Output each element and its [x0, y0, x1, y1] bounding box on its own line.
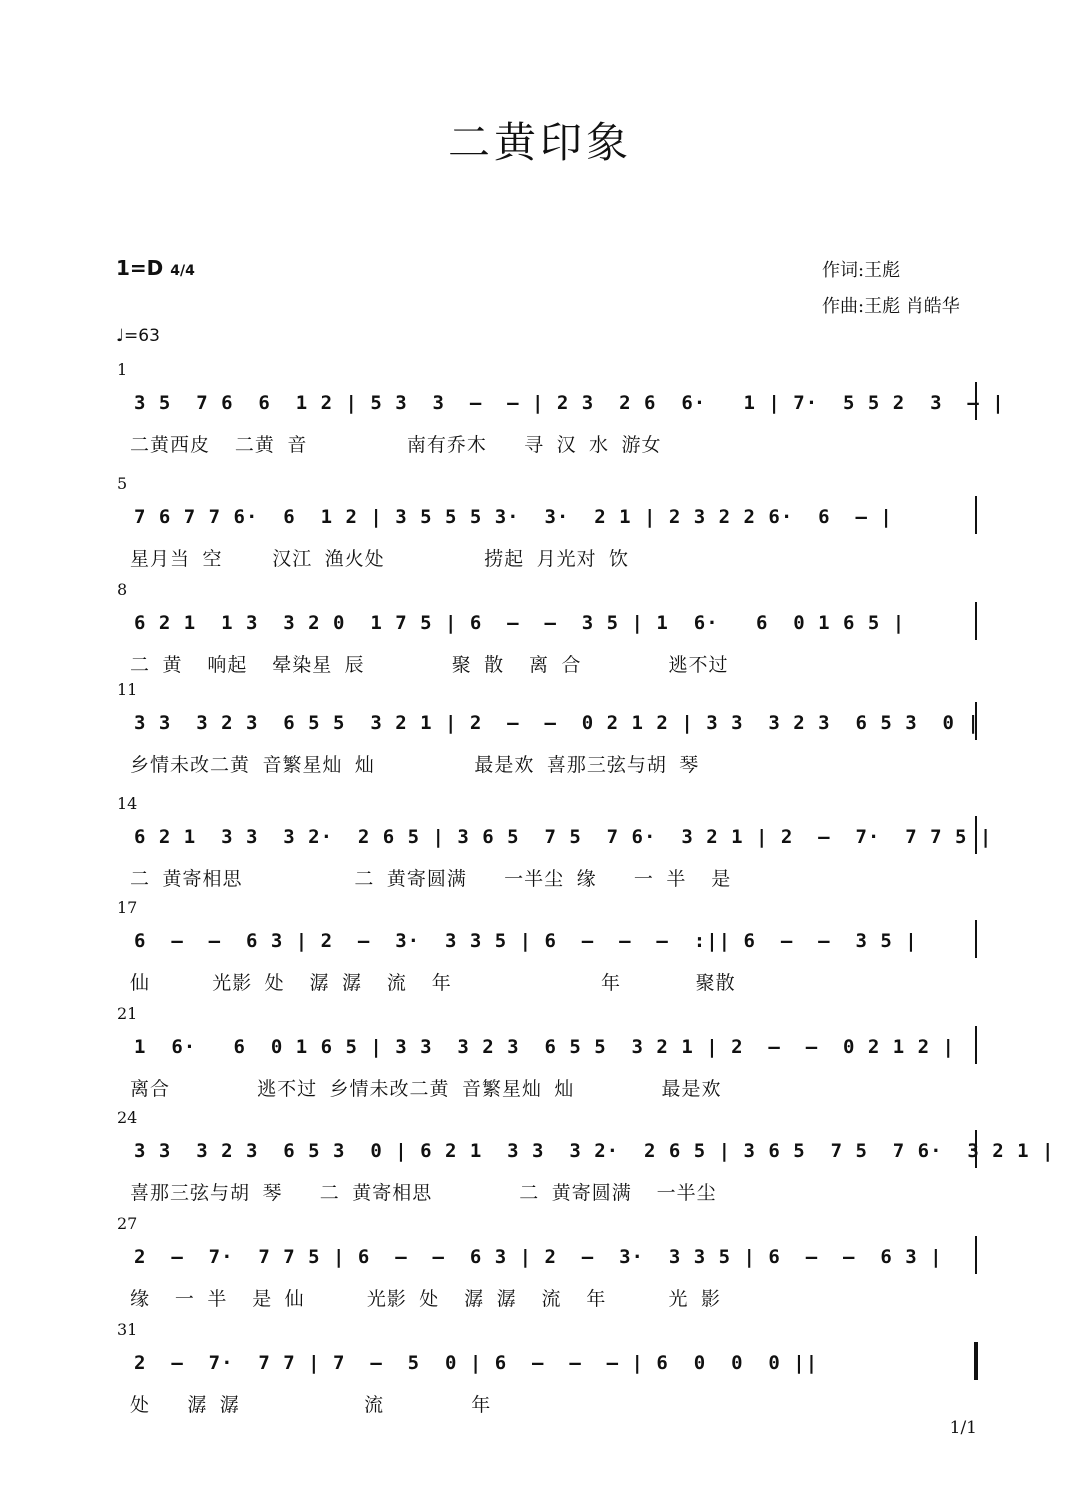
composer-credit: 作曲:王彪 肖皓华	[822, 296, 960, 317]
measure-number: 31	[117, 1320, 138, 1339]
key-signature	[116, 256, 195, 280]
lyrics-line: 二 黄 响起 晕染星 辰 聚 散 离 合 逃不过	[130, 654, 729, 676]
score-system	[0, 360, 1080, 470]
notation-line: 7 6 7 7 6· 6 1 2 | 3 5 5 5 3· 3· 2 1 | 2 3 2 2 6· 6 – |	[134, 506, 893, 528]
notation-line: 3 3 3 2 3 6 5 3 0 | 6 2 1 3 3 3 2· 2 6 5 | 3 6 5 7 5 7 6· 3 2 1 |	[134, 1140, 1055, 1162]
notation-line: 6 – – 6 3 | 2 – 3· 3 3 5 | 6 – – – :|| 6 – – 3 5 |	[134, 930, 918, 952]
measure-number: 24	[117, 1108, 138, 1127]
page-number: 1/1	[949, 1418, 977, 1438]
measure-number: 14	[117, 794, 138, 813]
lyrics-line: 仙 光影 处 潺 潺 流 年 年 聚散	[130, 972, 736, 994]
notation-line: 2 – 7· 7 7 | 7 – 5 0 | 6 – – – | 6 0 0 0 ||	[134, 1352, 819, 1374]
measure-number: 17	[117, 898, 138, 917]
lyrics-line: 离合 逃不过 乡情未改二黄 音繁星灿 灿 最是欢	[130, 1078, 722, 1100]
score-system	[0, 1108, 1080, 1218]
measure-number: 27	[117, 1214, 138, 1233]
measure-number: 8	[117, 580, 128, 599]
notation-line: 1 6· 6 0 1 6 5 | 3 3 3 2 3 6 5 5 3 2 1 | 2 – – 0 2 1 2 |	[134, 1036, 955, 1058]
tempo-marking: ♩=63	[116, 326, 160, 346]
score-system	[0, 794, 1080, 904]
lyrics-line: 二黄西皮 二黄 音 南有乔木 寻 汉 水 游女	[130, 434, 662, 456]
time-signature: 4/4	[170, 263, 195, 279]
measure-number: 11	[117, 680, 138, 699]
lyrics-line: 二 黄寄相思 二 黄寄圆满 一半尘 缘 一 半 是	[130, 868, 732, 890]
score-system	[0, 580, 1080, 690]
lyrics-line: 缘 一 半 是 仙 光影 处 潺 潺 流 年 光 影	[130, 1288, 721, 1310]
score-system	[0, 1004, 1080, 1114]
lyrics-line: 星月当 空 汉江 渔火处 捞起 月光对 饮	[130, 548, 630, 570]
notation-line: 3 5 7 6 6 1 2 | 5 3 3 – – | 2 3 2 6 6· 1 | 7· 5 5 2 3 – |	[134, 392, 1005, 414]
measure-number: 5	[117, 474, 128, 493]
score-system	[0, 898, 1080, 1008]
notation-line: 6 2 1 1 3 3 2 0 1 7 5 | 6 – – 3 5 | 1 6· 6 0 1 6 5 |	[134, 612, 906, 634]
score-system	[0, 1320, 1080, 1430]
measure-number: 1	[117, 360, 128, 379]
lyrics-line: 喜那三弦与胡 琴 二 黄寄相思 二 黄寄圆满 一半尘	[130, 1182, 717, 1204]
notation-line: 2 – 7· 7 7 5 | 6 – – 6 3 | 2 – 3· 3 3 5 | 6 – – 6 3 |	[134, 1246, 943, 1268]
score-system	[0, 680, 1080, 790]
measure-number: 21	[117, 1004, 138, 1023]
song-title: 二黄印象	[447, 118, 632, 167]
notation-line: 6 2 1 3 3 3 2· 2 6 5 | 3 6 5 7 5 7 6· 3 2 1 | 2 – 7· 7 7 5 |	[134, 826, 993, 848]
score-system	[0, 1214, 1080, 1324]
lyrics-line: 处 潺 潺 流 年	[130, 1394, 492, 1416]
lyrics-line: 乡情未改二黄 音繁星灿 灿 最是欢 喜那三弦与胡 琴	[130, 754, 700, 776]
key-label: 1=D	[116, 256, 164, 280]
score-system	[0, 474, 1080, 584]
notation-line: 3 3 3 2 3 6 5 5 3 2 1 | 2 – – 0 2 1 2 | 3 3 3 2 3 6 5 3 0 |	[134, 712, 980, 734]
lyricist-credit: 作词:王彪	[822, 260, 901, 281]
